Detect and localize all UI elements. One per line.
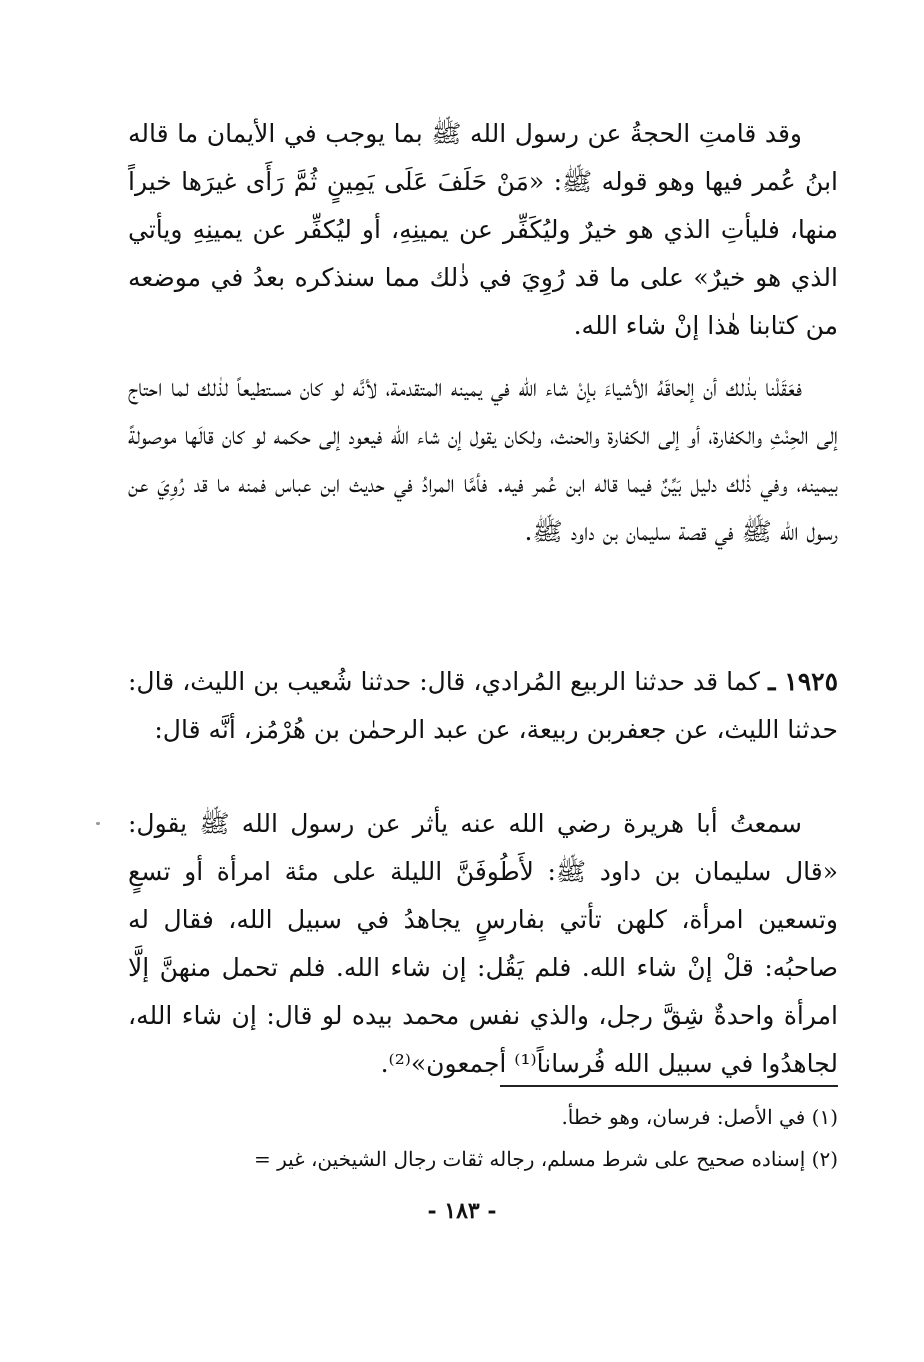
hadith-number: ١٩٢٥ ـ xyxy=(768,667,838,696)
paragraph-1: وقد قامتِ الحجةُ عن رسول الله ﷺ بما يوجب في الأيمان ما قاله ابنُ عُمر فيها وهو قوله ﷺ: «مَنْ حَلَفَ عَلَى يَمِينٍ ثُمَّ رَأَى غيرَها خيراً منها، فليأتِ الذي هو خيرٌ وليُكَفِّر عن يمينِهِ، أو ليُكفِّر عن يمينِهِ ويأتي الذي هو خيرٌ» على ما قد رُوِيَ في ذٰلك مما سنذكره بعدُ في موضعه من كتابنا هٰذا إنْ شاء الله. xyxy=(128,119,838,340)
scan-speck xyxy=(96,822,100,825)
hadith-chain-text: كما قد حدثنا الربيع المُرادي، قال: حدثنا شُعيب بن الليث، قال: حدثنا الليث، عن جعفربن ربيعة، عن عبد الرحمٰن بن هُرْمُز، أنَّه قال: xyxy=(128,667,838,744)
footnote-1: (١) في الأصل: فرسان، وهو خطأ. xyxy=(561,1105,838,1129)
paragraph-2: فعَقَلْنا بذٰلك أن إلحاقَهُ الأشياءَ بإنْ شاء الله في يمينه المتقدمة، لأنَّه لو كان مستطيعاً لذٰلك لما احتاج إلى الحِنْثِ والكفارة، أو إلى الكفارة والحنث، ولكان يقول إن شاء الله فيعود إلى حكمه لو كان قالَها موصولةً بيمينه، وفي ذٰلك دليل بَيِّنٌ فيما قاله ابن عُمر فيه. فأمَّا المرادُ في حديث ابن عباس فمنه ما قد رُوِيَ عن رسول الله ﷺ في قصة سليمان بن داود ﷺ. xyxy=(128,373,838,546)
footnote-divider xyxy=(500,1085,838,1087)
page-number: - ١٨٣ - xyxy=(427,1198,497,1224)
hadith-chain-paragraph xyxy=(128,658,838,754)
footnotes xyxy=(128,1096,838,1180)
hadith-text-paragraph: سمعتُ أبا هريرة رضي الله عنه يأثر عن رسول الله ﷺ يقول: «قال سليمان بن داود ﷺ: لأَطُوفَنَّ الليلة على مئة امرأة أو تسعٍ وتسعين امرأة، كلهن تأتي بفارسٍ يجاهدُ في سبيل الله، فقال له صاحبُه: قلْ إنْ شاء الله. فلم يَقُل: إن شاء الله. فلم تحمل منهنَّ إلَّا امرأة واحدةٌ شِقَّ رجل، والذي نفس محمد بيده لو قال: إن شاء الله، لجاهدُوا في سبيل الله فُرساناً⁽¹⁾ أجمعون»⁽²⁾. xyxy=(128,809,838,1078)
footnote-2: (٢) إسناده صحيح على شرط مسلم، رجاله ثقات رجال الشيخين، غير = xyxy=(253,1147,838,1171)
